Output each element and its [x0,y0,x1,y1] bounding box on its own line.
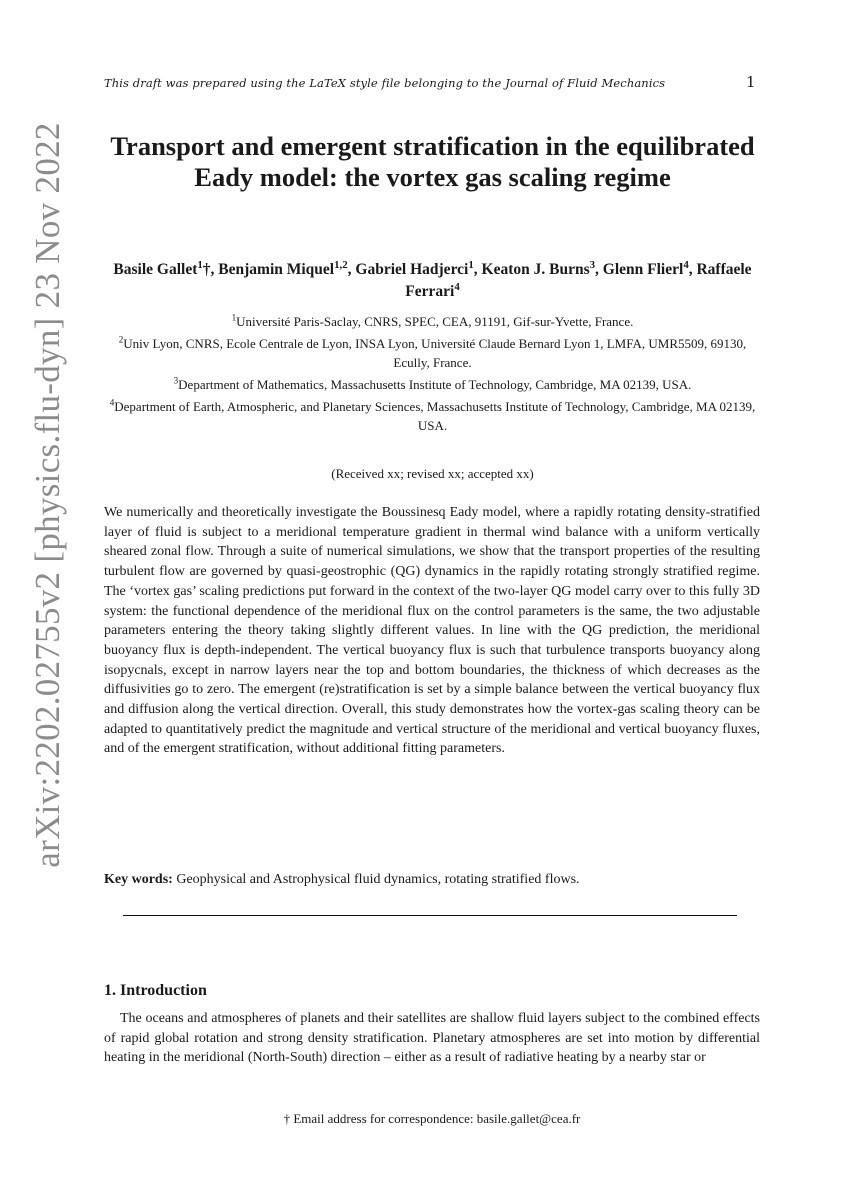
running-head: This draft was prepared using the LaTeX style file belonging to the Journal of Fluid Mechanics [104,76,666,90]
keywords-text: Geophysical and Astrophysical fluid dynamics, rotating stratified flows. [176,872,580,887]
author-list: Basile Gallet$^1$†, Benjamin Miquel$^{1,2}$, Gabriel Hadjerci$^1$, Keaton J. Burns$^3$, Glenn Flierl$^4$, Raffaele Ferrari$^4$ [113,258,752,300]
horizontal-rule [123,915,737,916]
affiliation: $^1$Université Paris-Saclay, CNRS, SPEC, CEA, 91191, Gif-sur-Yvette, France. [231,312,634,329]
received-line: (Received xx; revised xx; accepted xx) [331,466,534,481]
arxiv-side-stamp [20,110,70,880]
affiliation: $^4$Department of Earth, Atmospheric, and Planetary Sciences, Massachusetts Institute of Technology, Cambridge, MA 02139, USA. [109,397,756,433]
author: Raffaele Ferrari$^4$ [405,261,752,300]
section-heading: 1. Introduction [104,982,207,999]
section-body: The oceans and atmospheres of planets and their satellites are shallow fluid layers subject to the combined effects of rapid global rotation and strong density stratification. Planetary atmospheres are set into motion by differential heating in the meridional (North-South) direction – either as a result of radiative heating by a nearby star or [104,1011,760,1066]
author: Glenn Flierl$^4$ [602,258,689,278]
author: Basile Gallet$^1$ [113,258,203,278]
affiliation: $^2$Univ Lyon, CNRS, Ecole Centrale de Lyon, INSA Lyon, Université Claude Bernard Lyon 1, LMFA, UMR5509, 69130, Ecully, France. [118,334,747,370]
paper-title: Transport and emergent stratification in the equilibrated Eady model: the vortex gas scaling regime [110,131,755,192]
footnote: † Email address for correspondence: basile.gallet@cea.fr [283,1111,581,1126]
affiliation-list [104,312,761,438]
abstract: We numerically and theoretically investigate the Boussinesq Eady model, where a rapidly rotating density-stratified layer of fluid is subject to a meridional temperature gradient in thermal wind balance with a uniform vertically sheared zonal flow. Through a suite of numerical simulations, we show that the transport properties of the resulting turbulent flow are governed by quasi-geostrophic (QG) dynamics in the rapidly rotating strongly stratified regime. The ‘vortex gas’ scaling predictions put forward in the context of the two-layer QG model carry over to this fully 3D system: the functional dependence of the meridional flux on the control parameters is the same, the two adjustable parameters entering the theory taking slightly different values. In line with the QG prediction, the meridional buoyancy flux is depth-independent. The vertical buoyancy flux is such that turbulence transports buoyancy along isopycnals, except in narrow layers near the top and bottom boundaries, the thickness of which decreases as the diffusivities go to zero. The emergent (re)stratification is set by a simple balance between the vertical buoyancy flux and diffusion along the vertical direction. Overall, this study demonstrates how the vortex-gas scaling theory can be adapted to quantitatively predict the magnitude and vertical structure of the meridional and vertical buoyancy fluxes, and of the emergent stratification, without additional fitting parameters. [104,505,760,757]
keywords-label: Key words: [104,872,173,887]
affiliation: $^3$Department of Mathematics, Massachusetts Institute of Technology, Cambridge, MA 02139, USA. [173,375,692,392]
arxiv-identifier[interactable]: arXiv:2202.02755v2 [physics.flu-dyn] 23 Nov 2022 [28,122,67,868]
keywords [104,872,760,888]
author: Gabriel Hadjerci$^1$ [355,258,474,278]
author: Keaton J. Burns$^3$ [481,258,596,278]
author: Benjamin Miquel$^{1,2}$ [218,258,348,278]
page-number: 1 [746,73,756,91]
